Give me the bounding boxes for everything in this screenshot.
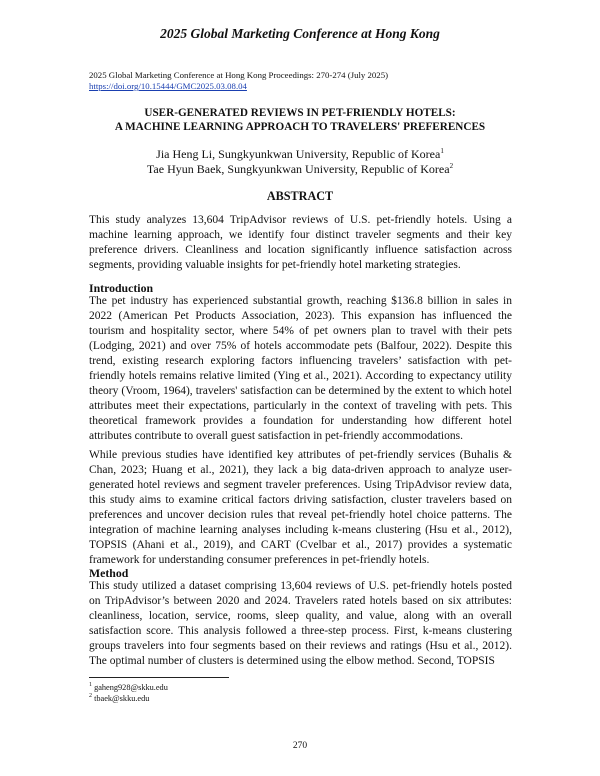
publication-meta [89, 70, 388, 92]
author-2-footnote-mark: 2 [449, 161, 454, 170]
footnote-2-email: tbaek@skku.edu [94, 694, 150, 703]
footnotes [89, 682, 168, 704]
author-list [0, 147, 600, 176]
title-line-1: USER-GENERATED REVIEWS IN PET-FRIENDLY HOTELS: [144, 107, 456, 119]
author-2-affiliation: Tae Hyun Baek, Sungkyunkwan University, Republic of Korea [146, 161, 450, 176]
introduction-paragraph-1: The pet industry has experienced substantial growth, reaching $136.8 billion in sales in 2022 (American Pet Products Association, 2023). This expansion has influenced the tourism and hospitality sector, where 54% of pet owners plan to travel with their pets (Lodging, 2021) and over 75% of hotels accommodate pets (Balfour, 2022). Despite this trend, existing research exploring factors influencing travelers’ satisfaction with pet-friendly hotels remains relative limited (Ying et al., 2021). According to expectancy utility theory (Vroom, 1964), travelers' satisfaction can be determined by the extent to which hotel attributes meet their expectations, particularly in the context of traveling with pets. This theoretical framework provides a foundation for understanding how different hotel attributes contribute to overall guest satisfaction in pet-friendly accommodations. [89, 295, 512, 442]
author-1-footnote-mark: 1 [440, 147, 444, 155]
abstract-text: This study analyzes 13,604 TripAdvisor reviews of U.S. pet-friendly hotels. Using a machine learning approach, we identify four distinct traveler segments and their key preference drivers. Cleanliness and location significantly influence satisfaction across segments, providing valuable insights for pet-friendly hotel marketing strategies. [89, 214, 512, 271]
footnote-2-mark: 2 [89, 693, 92, 700]
conference-header: 2025 Global Marketing Conference at Hong Kong [160, 26, 440, 41]
introduction-paragraph-2: While previous studies have identified key attributes of pet-friendly services (Buhalis & Chan, 2023; Huang et al., 2021), they lack a big data-driven approach to analyze user-generated hotel reviews and segment traveler preferences. Using TripAdvisor review data, this study aims to examine critical factors driving satisfaction, cluster travelers based on preferences and uncover decision rules that reveal pet-friendly hotel choice patterns. The integration of machine learning analyses including k-means clustering (Hsu et al., 2012), TOPSIS (Ahani et al., 2019), and CART (Cvelbar et al., 2017) provides a systematic framework for understanding consumer preferences in pet-friendly hotels. [89, 449, 512, 566]
paper-title [0, 106, 600, 134]
footnote-divider [89, 677, 229, 678]
footnote-1 [89, 682, 168, 693]
footnote-1-email: gaheng928@skku.edu [94, 683, 168, 692]
method-heading: Method [89, 566, 129, 580]
title-line-2: A MACHINE LEARNING APPROACH TO TRAVELERS' PREFERENCES [114, 121, 486, 133]
author-2 [0, 162, 600, 177]
page-number: 270 [292, 741, 308, 751]
author-1 [0, 147, 600, 162]
author-1-affiliation: Jia Heng Li, Sungkyunkwan University, Republic of Korea [156, 147, 441, 161]
method-paragraph-1: This study utilized a dataset comprising 13,604 reviews of U.S. pet-friendly hotels posted on TripAdvisor’s between 2020 and 2024. Travelers rated hotels based on six attributes: cleanliness, location, service, rooms, sleep quality, and value, along with an overall satisfaction score. This analysis followed a three-step process. First, k-means clustering groups travelers into four segments based on their reviews and ratings (Hsu et al., 2012). The optimal number of clusters is determined using the elbow method. Second, TOPSIS [89, 580, 512, 667]
abstract-heading: ABSTRACT [266, 189, 334, 203]
footnote-1-mark: 1 [89, 682, 92, 689]
introduction-heading: Introduction [89, 281, 154, 295]
footnote-2 [89, 693, 168, 704]
doi-link[interactable]: https://doi.org/10.15444/GMC2025.03.08.04 [89, 81, 247, 91]
proceedings-line: 2025 Global Marketing Conference at Hong Kong Proceedings: 270-274 (July 2025) [89, 70, 389, 80]
